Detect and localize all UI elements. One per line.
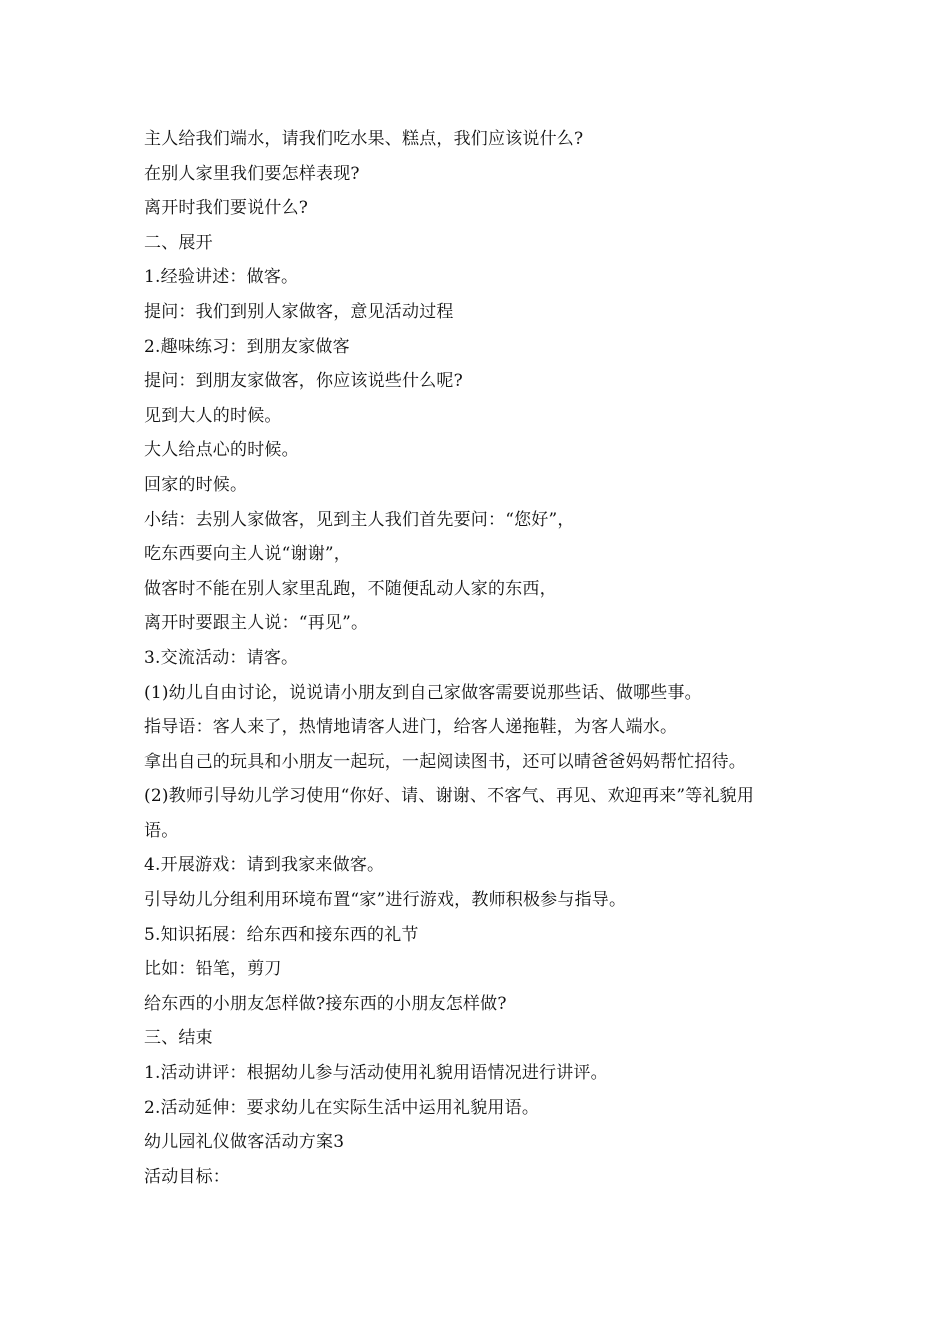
text-line: 比如：铅笔，剪刀 <box>144 959 282 980</box>
text-line: 5.知识拓展：给东西和接东西的礼节 <box>144 924 419 945</box>
text-line: 小结：去别人家做客，见到主人我们首先要问：“您好”， <box>144 509 575 530</box>
text-line: (2)教师引导幼儿学习使用“你好、请、谢谢、不客气、再见、欢迎再来”等礼貌用 <box>144 786 755 807</box>
text-line: 给东西的小朋友怎样做?接东西的小朋友怎样做? <box>144 993 507 1014</box>
text-line: 2.活动延伸：要求幼儿在实际生活中运用礼貌用语。 <box>144 1097 540 1118</box>
text-line: 离开时要跟主人说：“再见”。 <box>144 613 369 634</box>
text-line: 3.交流活动：请客。 <box>144 647 299 668</box>
document-body <box>144 122 824 1194</box>
text-line: 拿出自己的玩具和小朋友一起玩，一起阅读图书，还可以晴爸爸妈妈帮忙招待。 <box>144 751 746 772</box>
text-line: 大人给点心的时候。 <box>144 440 299 461</box>
text-line: 指导语：客人来了，热情地请客人进门，给客人递拖鞋，为客人端水。 <box>144 717 678 738</box>
text-line: 提问：到朋友家做客，你应该说些什么呢? <box>144 371 463 392</box>
text-line: 提问：我们到别人家做客，意见活动过程 <box>144 301 454 322</box>
text-line: 2.趣味练习：到朋友家做客 <box>144 336 350 357</box>
document-subtitle: 幼儿园礼仪做客活动方案3 <box>144 1132 345 1153</box>
text-line: 吃东西要向主人说“谢谢”， <box>144 544 351 565</box>
text-line: 离开时我们要说什么? <box>144 198 309 219</box>
text-line: 1.经验讲述：做客。 <box>144 267 299 288</box>
text-line: 做客时不能在别人家里乱跑，不随便乱动人家的东西， <box>144 578 557 599</box>
text-line: 在别人家里我们要怎样表现? <box>144 163 360 184</box>
section-heading: 三、结束 <box>144 1028 213 1049</box>
text-line: 回家的时候。 <box>144 474 248 495</box>
section-heading: 二、展开 <box>144 232 213 253</box>
text-line: 语。 <box>144 820 179 841</box>
text-line: (1)幼儿自由讨论，说说请小朋友到自己家做客需要说那些话、做哪些事。 <box>144 682 702 703</box>
text-line: 见到大人的时候。 <box>144 405 282 426</box>
text-line: 引导幼儿分组利用环境布置“家”进行游戏，教师积极参与指导。 <box>144 890 627 911</box>
text-line: 主人给我们端水，请我们吃水果、糕点，我们应该说什么? <box>144 129 584 149</box>
text-line: 1.活动讲评：根据幼儿参与活动使用礼貌用语情况进行讲评。 <box>144 1063 608 1084</box>
text-line: 4.开展游戏：请到我家来做客。 <box>144 855 385 876</box>
text-line: 活动目标： <box>144 1166 230 1187</box>
